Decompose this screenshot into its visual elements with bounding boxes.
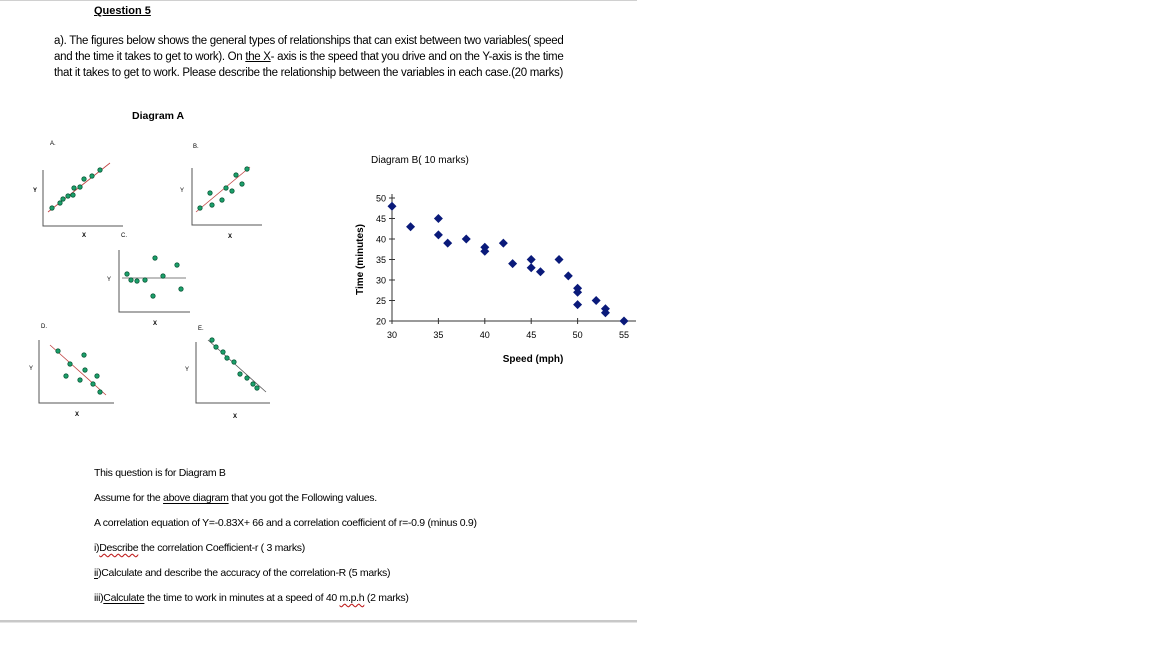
diagram-b-questions [94,466,477,616]
panel-a-point [78,185,82,189]
panel-e-letter: E. [198,326,204,332]
panel-a-y-label: Y [33,188,38,194]
x-tick-label: 50 [572,330,583,340]
q3-text: A correlation equation of Y=-0.83X+ 66 and a correlation coefficient of r=-0.9 (minus 0.9) [94,517,477,529]
y-tick-label: 25 [375,296,386,306]
panel-e-point [210,338,214,342]
panel-d-point [68,362,72,366]
panel-d-x-label: X [75,412,80,418]
data-point [555,255,564,264]
panel-a-point [72,186,76,190]
intro-part-3: - axis is the speed that you drive and on the Y-axis is the time that it takes to get to work. Please describe the relationship between the variables in each case. [54,51,564,79]
chart-axes [392,194,636,321]
intro-marks: (20 marks) [511,67,564,79]
panel-e-point [221,350,225,354]
panel-c-point [179,287,183,291]
panel-d-point [64,374,68,378]
data-point [388,202,397,211]
panel-a-point [66,194,70,198]
intro-x-axis: the X [245,51,271,63]
panel-b-point [210,203,214,207]
panel-b-x-label: X [228,234,233,240]
question-line-2 [94,491,477,516]
data-point [573,300,582,309]
panel-d-point [91,382,95,386]
panel-e-point [251,382,255,386]
panel-b-point [224,186,228,190]
q4-text-a: i) [94,542,100,554]
q6-text-b: Calculate [103,592,145,604]
y-tick-label: 35 [375,255,386,265]
question-line-3 [94,516,477,541]
panel-d-letter: D. [41,324,47,330]
data-point [434,230,443,239]
data-point [527,255,536,264]
diagram-b-chart [350,145,650,375]
question-line-1 [94,466,477,491]
data-point [443,239,452,248]
q5-text-a: ii [94,567,99,579]
q2-text-c: that you got the Following values. [228,492,377,504]
panel-b-point [245,167,249,171]
y-tick-label: 20 [375,316,386,327]
panel-a-x-label: X [82,233,87,239]
panel-a-letter: A. [50,141,56,147]
q2-text-a: Assume for the [94,492,164,504]
q6-text-e: (2 marks) [364,592,409,604]
panel-c-point [135,279,139,283]
q6-text-c: the time to work in minutes at a speed of 40 [144,592,340,604]
panel-c-letter: C. [121,233,127,239]
chart-x-label: Speed (mph) [502,354,564,365]
panel-b-axes [192,168,262,225]
panel-b-point [240,182,244,186]
question-line-5 [94,566,477,591]
panel-a-point [50,206,54,210]
panel-e-point [232,360,236,364]
panel-b-y-label: Y [180,188,185,194]
chart-points [388,202,629,326]
panel-b-point [234,173,238,177]
x-tick-label: 30 [386,330,398,340]
panel-c-point [129,278,133,282]
q4-text-b: Describe [99,542,139,554]
panel-e-point [225,356,229,360]
panel-c [107,233,190,327]
x-tick-label: 55 [618,330,630,340]
panel-c-x-label: X [153,321,158,327]
y-tick-label: 40 [375,234,386,245]
panel-e [185,326,270,420]
diagram-a [0,130,290,430]
q2-text-b: above diagram [163,492,229,504]
panel-a-point [90,174,94,178]
panel-d-point [82,353,86,357]
q4-text-c: the correlation Coefficient-r ( 3 marks) [138,542,305,554]
q1-text: This question is for Diagram B [94,467,226,479]
panel-b-point [220,198,224,202]
panel-e-point [238,372,242,376]
panel-d-axes [39,340,114,403]
q5-text-b: )Calculate and describe the accuracy of the correlation-R (5 marks) [98,567,391,579]
panel-b-point [230,189,234,193]
question-heading: Question 5 [94,5,151,17]
panel-a-point [82,177,86,181]
data-point [564,271,573,280]
data-point [508,259,517,268]
panel-e-y-label: Y [185,367,190,373]
panel-c-point [125,272,129,276]
panel-c-y-label: Y [107,277,112,283]
panel-c-point [175,263,179,267]
panel-e-x-label: X [233,414,238,420]
y-tick-label: 50 [375,193,386,204]
data-point [462,235,471,244]
panel-c-point [143,278,147,282]
panel-d-point [56,349,60,353]
panel-c-point [151,294,155,298]
chart-y-label: Time (minutes) [355,224,366,295]
intro-part-1: a). The figures below shows the general types of relationships that can exist between two variables( speed and the time it takes to get to work). On [54,35,564,63]
data-point [527,263,536,272]
y-tick-label: 45 [375,214,386,224]
data-point [620,317,629,326]
panel-d-point [98,390,102,394]
data-point [592,296,601,305]
panel-d [29,324,114,418]
panel-a-point [71,193,75,197]
chart-title: Diagram B( 10 marks) [371,155,469,166]
panel-d-y-label: Y [29,366,34,372]
panel-e-point [245,376,249,380]
data-point [434,214,443,223]
y-tick-label: 30 [375,275,386,286]
panel-a [33,141,123,239]
question-intro [54,33,574,81]
x-tick-label: 45 [526,330,537,340]
panel-b-trend-line [196,167,250,212]
top-rule [0,0,637,1]
panel-b [180,144,262,240]
panel-a-point [61,197,65,201]
panel-e-axes [196,342,270,403]
x-tick-label: 40 [479,330,490,340]
panel-e-point [255,386,259,390]
panel-b-point [198,206,202,210]
panel-e-point [214,345,218,349]
panel-a-point [98,168,102,172]
panel-a-point [58,201,62,205]
chart-ticks [376,194,629,341]
data-point [499,239,508,248]
question-line-6 [94,591,477,616]
q6-text-a: iii) [94,592,104,604]
panel-c-point [153,256,157,260]
panel-b-letter: B. [193,144,199,150]
diagram-a-title: Diagram A [132,110,185,122]
panel-d-point [78,378,82,382]
q6-text-d: m.p.h [339,592,365,604]
data-point [406,222,415,231]
panel-d-point [83,368,87,372]
panel-b-point [208,191,212,195]
x-tick-label: 35 [433,330,444,340]
panel-d-point [95,374,99,378]
question-line-4 [94,541,477,566]
data-point [536,267,545,276]
bottom-rule [0,620,637,623]
panel-c-point [161,274,165,278]
